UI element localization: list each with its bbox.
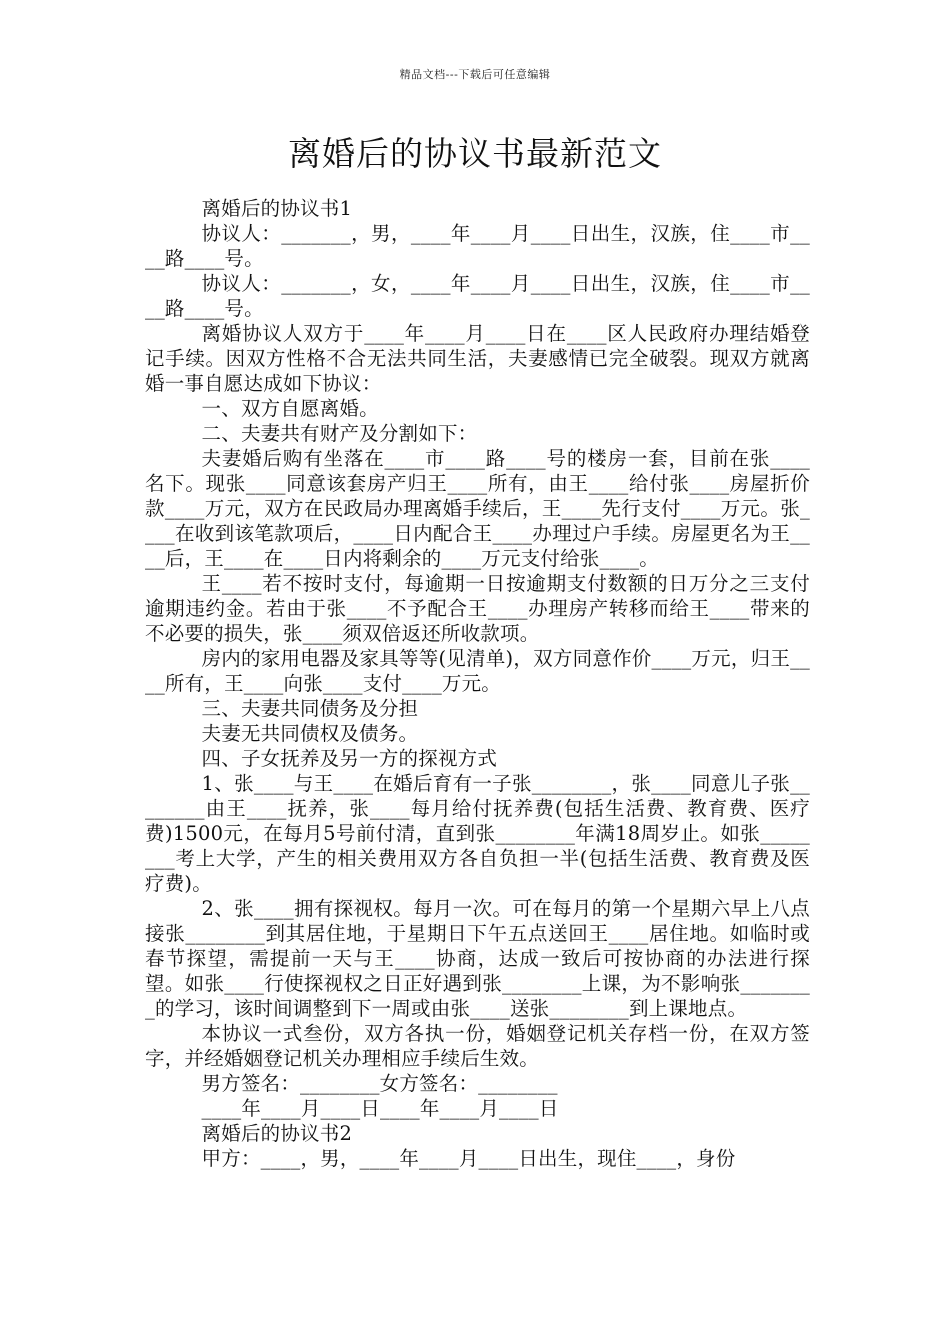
clause-4-heading: 四、子女抚养及另一方的探视方式	[201, 747, 498, 770]
copies-paragraph: 本协议一式叁份，双方各执一份，婚姻登记机关存档一份，在双方签字，并经婚姻登记机关办理相应手续后生效。	[145, 1022, 810, 1070]
section-heading-1: 离婚后的协议书1	[201, 197, 353, 220]
clause-3-heading: 三、夫妻共同债务及分担	[201, 697, 419, 720]
custody-paragraph: 1、张____与王____在婚后育有一子张________，张____同意儿子张________由王____抚养，张____每月给付抚养费(包括生活费、教育费、医疗费)1500元，在每月5号前付清，直到张________年满18周岁止。如张________考上大学，产生的相关费用双方各自负担一半(包括生活费、教育费及医疗费)。	[145, 772, 810, 895]
furniture-paragraph: 房内的家用电器及家具等等(见清单)，双方同意作价____万元，归王____所有，王____向张____支付____万元。	[145, 647, 810, 695]
section-heading-2: 离婚后的协议书2	[201, 1122, 353, 1145]
debt-paragraph: 夫妻无共同债权及债务。	[201, 722, 419, 745]
clause-2-heading: 二、夫妻共有财产及分割如下：	[201, 422, 478, 445]
signature-line: 男方签名：________女方签名：________	[201, 1072, 558, 1095]
date-line: ____年____月____日____年____月____日	[201, 1097, 559, 1120]
marriage-background: 离婚协议人双方于____年____月____日在____区人民政府办理结婚登记手续。因双方性格不合无法共同生活，夫妻感情已完全破裂。现双方就离婚一事自愿达成如下协议：	[145, 322, 810, 395]
party-male: 协议人：_______，男，____年____月____日出生，汉族，住____市____路____号。	[145, 222, 810, 270]
party-a-line: 甲方：____，男，____年____月____日出生，现住____，身份	[201, 1147, 736, 1170]
property-paragraph: 夫妻婚后购有坐落在____市____路____号的楼房一套，目前在张____名下。现张____同意该套房产归王____所有，由王____给付张____房屋折价款____万元，双方在民政局办理离婚手续后，王____先行支付____万元。张____在收到该笔款项后，____日内配合王____办理过户手续。房屋更名为王____后，王____在____日内将剩余的____万元支付给张____。	[145, 447, 810, 570]
party-female: 协议人：_______，女，____年____月____日出生，汉族，住____市____路____号。	[145, 272, 810, 320]
document-body	[145, 196, 810, 1171]
visitation-paragraph: 2、张____拥有探视权。每月一次。可在每月的第一个星期六早上八点接张________到其居住地，于星期日下午五点送回王____居住地。如临时或春节探望，需提前一天与王____协商，达成一致后可按协商的办法进行探望。如张____行使探视权之日正好遇到张________上课，为不影响张________的学习，该时间调整到下一周或由张____送张________到上课地点。	[145, 897, 810, 1020]
clause-1: 一、双方自愿离婚。	[201, 397, 379, 420]
header-note: 精品文档---下载后可任意编辑	[399, 68, 551, 81]
late-payment-paragraph: 王____若不按时支付，每逾期一日按逾期支付数额的日万分之三支付逾期违约金。若由于张____不予配合王____办理房产转移而给王____带来的不必要的损失，张____须双倍返还所收款项。	[145, 572, 810, 645]
document-title: 离婚后的协议书最新范文	[288, 134, 662, 173]
